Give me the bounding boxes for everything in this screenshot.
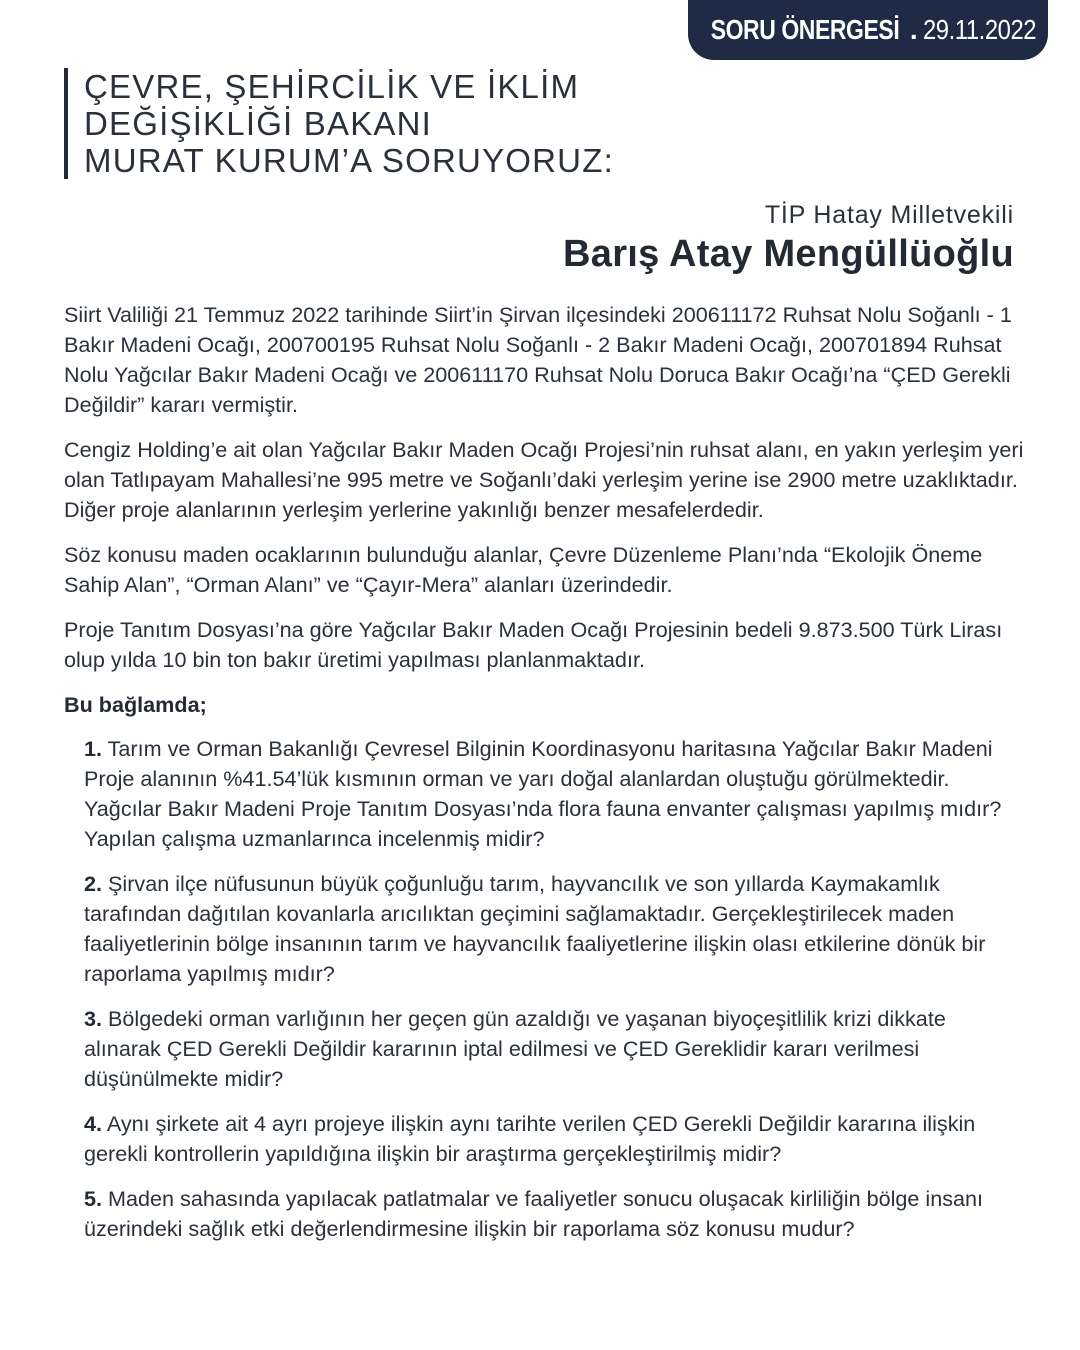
question-number: 2. — [84, 871, 103, 896]
title-line: ÇEVRE, ŞEHİRCİLİK VE İKLİM — [84, 68, 580, 105]
author-block — [563, 200, 1014, 278]
question-item — [84, 1184, 1024, 1244]
page-title — [64, 68, 614, 179]
paragraph: Siirt Valiliği 21 Temmuz 2022 tarihinde Siirt’in Şirvan ilçesindeki 200611172 Ruhsat Nolu Soğanlı - 1 Bakır Madeni Ocağı, 200700195 Ruhsat Nolu Soğanlı - 2 Bakır Madeni Ocağı, 200701894 Ruhsat Nolu Yağcılar Bakır Madeni Ocağı ve 200611170 Ruhsat Nolu Doruca Bakır Ocağı’na “ÇED Gerekli Değildir” kararı vermiştir. — [64, 302, 1012, 417]
question-number: 4. — [84, 1111, 103, 1136]
badge-label: SORU ÖNERGESİ — [710, 14, 900, 45]
question-item — [84, 869, 1024, 989]
question-item — [84, 734, 1024, 854]
title-line: DEĞİŞİKLİĞİ BAKANI — [84, 105, 433, 142]
question-text: Aynı şirkete ait 4 ayrı projeye ilişkin aynı tarihte verilen ÇED Gerekli Değildir kararına ilişkin gerekli kontrollerin yapıldığına ilişkin bir araştırma gerçekleştirilmiş midir? — [84, 1111, 976, 1166]
question-text: Maden sahasında yapılacak patlatmalar ve faaliyetler sonucu oluşacak kirliliğin bölge insanı üzerindeki sağlık etki değerlendirmesine ilişkin bir raporlama söz konusu mudur? — [84, 1186, 984, 1241]
badge-separator: . — [909, 14, 918, 45]
paragraph: Söz konusu maden ocaklarının bulunduğu alanlar, Çevre Düzenleme Planı’nda “Ekolojik Öneme Sahip Alan”, “Orman Alanı” ve “Çayır-Mera” alanları üzerindedir. — [64, 542, 983, 597]
document-body — [64, 300, 1024, 1259]
context-label: Bu bağlamda; — [64, 692, 207, 717]
question-number: 3. — [84, 1006, 103, 1031]
paragraph: Proje Tanıtım Dosyası’na göre Yağcılar Bakır Maden Ocağı Projesinin bedeli 9.873.500 Türk Lirası olup yılda 10 bin ton bakır üretimi yapılması planlanmaktadır. — [64, 617, 1003, 672]
question-item — [84, 1109, 1024, 1169]
paragraph: Cengiz Holding’e ait olan Yağcılar Bakır Maden Ocağı Projesi’nin ruhsat alanı, en yakın yerleşim yeri olan Tatlıpayam Mahallesi’ne 995 metre ve Soğanlı’daki yerleşim yerine ise 2900 metre uzaklıktadır. Diğer proje alanlarının yerleşim yerlerine yakınlığı benzer mesafelerdedir. — [64, 437, 1024, 522]
question-text: Tarım ve Orman Bakanlığı Çevresel Bilginin Koordinasyonu haritasına Yağcılar Bakır Madeni Proje alanının %41.54’lük kısmının orman ve yarı doğal alanlardan oluştuğu görülmektedir. Yağcılar Bakır Madeni Proje Tanıtım Dosyası’nda flora fauna envanter çalışması yapılmış mıdır? Yapılan çalışma uzmanlarınca incelenmiş midir? — [84, 736, 1002, 851]
header-badge — [688, 0, 1048, 60]
author-role: TİP Hatay Milletvekili — [764, 201, 1014, 229]
question-number: 5. — [84, 1186, 103, 1211]
question-text: Şirvan ilçe nüfusunun büyük çoğunluğu tarım, hayvancılık ve son yıllarda Kaymakamlık tarafından dağıtılan kovanlarla arıcılıktan geçimini sağlamaktadır. Gerçekleştirilecek maden faaliyetlerinin bölge insanının tarım ve hayvancılık faaliyetlerine ilişkin olası etkilerine dönük bir raporlama yapılmış mıdır? — [84, 871, 986, 986]
title-line: MURAT KURUM’A SORUYORUZ: — [84, 142, 614, 179]
question-item — [84, 1004, 1024, 1094]
question-text: Bölgedeki orman varlığının her geçen gün azaldığı ve yaşanan biyoçeşitlilik krizi dikkate alınarak ÇED Gerekli Değildir kararının iptal edilmesi ve ÇED Gereklidir kararı verilmesi düşünülmekte midir? — [84, 1006, 946, 1091]
question-number: 1. — [84, 736, 103, 761]
badge-date: 29.11.2022 — [923, 14, 1037, 45]
author-name: Barış Atay Mengüllüoğlu — [563, 233, 1014, 275]
